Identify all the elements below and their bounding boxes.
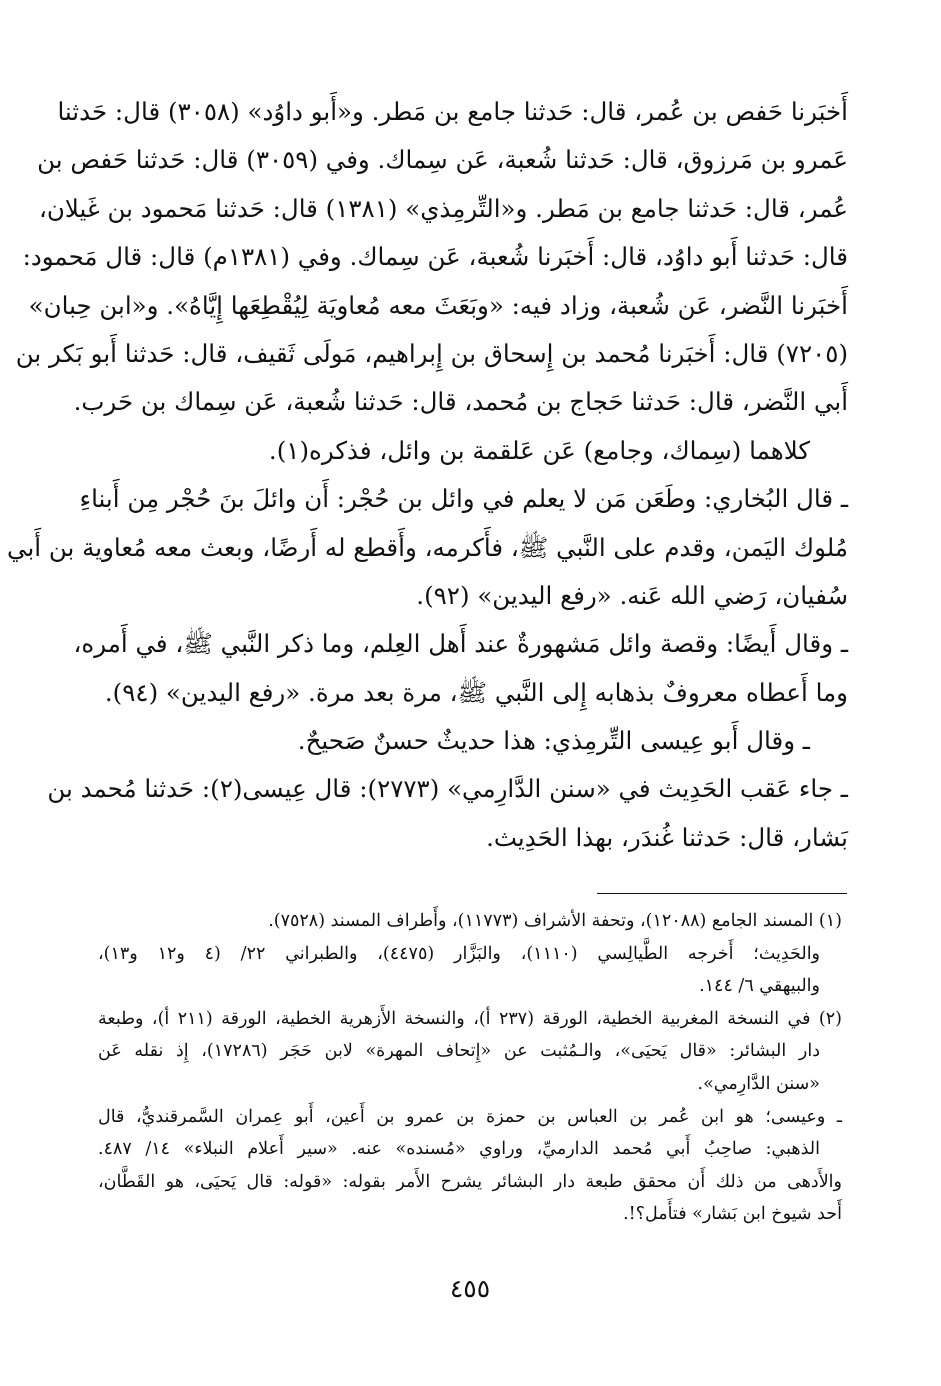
footnote-line: ـ وعيسى؛ هو ابن عُمر بن العباس بن حمزة بن عمرو بن أَعين، أَبو عِمران السَّمرقنديُّ، قال: [98, 1106, 842, 1127]
footnote-line: «سنن الدَّارِمي».: [697, 1073, 820, 1094]
footnote-line: والأَدهى من ذلك أَن محقق طبعة دار البشائر يشرح الأَمر بقوله: «قوله: قال يَحيَى، هو القَطَّان،: [98, 1171, 842, 1192]
main-text: [7, 88, 848, 862]
text-line: أَخبَرنا النَّضر، عَن شُعبة، وزاد فيه: «وبَعَثَ معه مُعاويَة لِيُقْطِعَها إِيَّاهُ». و«ابن حِبان»: [28, 290, 848, 320]
footnote-divider: [597, 893, 847, 894]
text-line: أَخبَرنا حَفص بن عُمر، قال: حَدثنا جامع بن مَطر. و«أَبو داوُد» (٣٠٥٨) قال: حَدثنا: [57, 97, 848, 126]
page-number: ٤٥٥: [449, 1274, 491, 1303]
text-line: ـ وقال أَيضًا: وقصة وائل مَشهورةٌ عند أَهل العِلم، وما ذكر النَّبي ﷺ، في أَمره،: [73, 629, 848, 659]
footnote-line: والبيهقي ٦/ ١٤٤.: [699, 976, 820, 997]
text-line: سُفيان، رَضي الله عَنه. «رفع اليدين» (٩٢).: [416, 580, 848, 610]
text-line: عُمر، قال: حَدثنا جامع بن مَطر. و«التِّرمِذي» (١٣٨١) قال: حَدثنا مَحمود بن غَيلان،: [38, 193, 848, 223]
text-line: ـ وقال أَبو عِيسى التِّرمِذي: هذا حديثٌ حسنٌ صَحيحٌ.: [297, 726, 810, 756]
footnote-line: دار البشائر: «قال يَحيَى»، والـمُثبت عن «إِتحاف المهرة» لابن حَجَر (١٧٢٨٦)، إِذ نقله عَن: [98, 1041, 820, 1062]
text-line: (٧٢٠٥) قال: أَخبَرنا مُحمد بن إِسحاق بن إِبراهيم، مَولَى ثَقيف، قال: حَدثنا أَبو بَكر بن: [15, 338, 848, 368]
text-line: أَبي النَّضر، قال: حَدثنا حَجاج بن مُحمد، قال: حَدثنا شُعبة، عَن سِماك بن حَرب.: [73, 387, 848, 417]
footnote-line: (١) المسند الجامع (١٢٠٨٨)، وتحفة الأشراف (١١٧٧٣)، وأَطراف المسند (٧٥٢٨).: [268, 911, 842, 931]
footnotes: [98, 905, 842, 1231]
footnote-line: (٢) في النسخة المغربية الخطية، الورقة (٢٣٧ أ)، والنسخة الأَزهرية الخطية، الورقة (٢١١ أ)، وطبعة: [98, 1008, 842, 1029]
text-line: وما أَعطاه معروفٌ بذهابه إِلى النَّبي ﷺ، مرة بعد مرة. «رفع اليدين» (٩٤).: [104, 677, 848, 707]
footnote-line: والحَدِيث؛ أَخرجه الطَّيالِسي (١١١٠)، والبَزَّار (٤٤٧٥)، والطبراني ٢٢/ (٤ و١٢ و١٣)،: [98, 943, 821, 964]
footnote-line: الذهبي: صاحِبُ أَبي مُحمد الدارميِّ، وراوي «مُسنده» عنه. «سير أَعلام النبلاء» ١٤/ ٤٨٧.: [98, 1139, 821, 1160]
text-line: عَمرو بن مَرزوق، قال: حَدثنا شُعبة، عَن سِماك. وفي (٣٠٥٩) قال: حَدثنا حَفص بن: [37, 145, 848, 175]
text-line: بَشار، قال: حَدثنا غُندَر، بهذا الحَدِيث.: [486, 822, 848, 852]
text-line: ـ قال البُخاري: وطَعَن مَن لا يعلم في وائل بن حُجْر: أَن وائلَ بنَ حُجْر مِن أَبناءِ: [79, 484, 848, 514]
text-line: كلاهما (سِماك، وجامع) عَن عَلقمة بن وائل، فذكره(١).: [268, 435, 810, 465]
footnote-line: أَحد شيوخ ابن بَشار» فتأَمل؟!.: [623, 1204, 842, 1225]
text-line: ـ جاء عَقب الحَدِيث في «سنن الدَّارِمي» (٢٧٧٣): قال عِيسى(٢): حَدثنا مُحمد بن: [47, 774, 848, 804]
text-line: مُلوك اليَمن، وقدم على النَّبي ﷺ، فأَكرمه، وأَقطع له أَرضًا، وبعث معه مُعاوية بن أَبي: [7, 532, 848, 562]
text-line: قال: حَدثنا أَبو داوُد، قال: أَخبَرنا شُعبة، عَن سِماك. وفي (١٣٨١م) قال: قال مَحمود:: [22, 242, 848, 272]
